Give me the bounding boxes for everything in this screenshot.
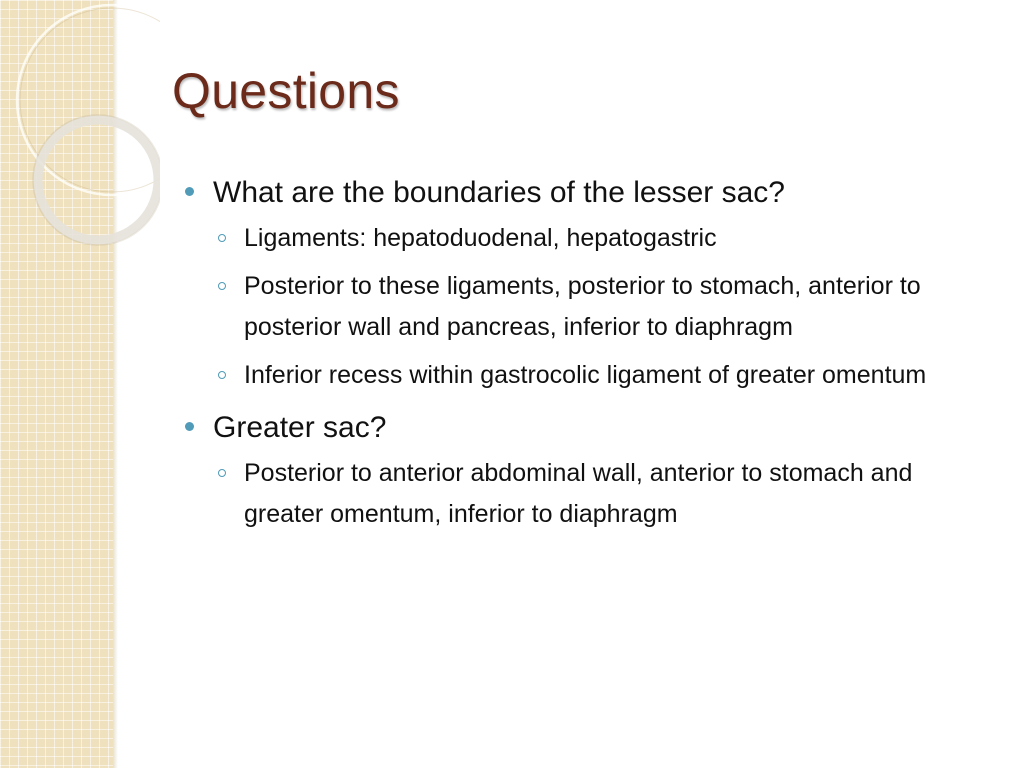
bullet-text: Greater sac? — [213, 411, 387, 444]
sub-bullet-text: Posterior to anterior abdominal wall, anterior to stomach and greater omentum, inferior to diaphragm — [244, 459, 913, 528]
filled-circle-icon — [185, 422, 194, 431]
bullet-item — [182, 403, 992, 535]
sub-bullet-list — [213, 218, 992, 396]
sub-bullet-list — [213, 453, 992, 535]
sub-bullet-item — [213, 355, 992, 396]
slide-title: Questions — [172, 63, 400, 119]
sub-bullet-item — [213, 266, 992, 348]
filled-circle-icon — [185, 187, 194, 196]
sub-bullet-text: Ligaments: hepatoduodenal, hepatogastric — [244, 224, 717, 252]
hollow-circle-icon — [218, 282, 226, 290]
hollow-circle-icon — [218, 234, 226, 242]
bullet-list — [182, 168, 992, 535]
sub-bullet-item — [213, 218, 992, 259]
slide-body — [182, 168, 992, 542]
decorative-rings-graphic — [0, 0, 160, 280]
sub-bullet-text: Inferior recess within gastrocolic ligament of greater omentum — [244, 361, 927, 389]
bullet-text: What are the boundaries of the lesser sac? — [213, 176, 785, 209]
hollow-circle-icon — [218, 469, 226, 477]
sub-bullet-text: Posterior to these ligaments, posterior to stomach, anterior to posterior wall and pancreas, inferior to diaphragm — [244, 272, 921, 341]
sub-bullet-item — [213, 453, 992, 535]
hollow-circle-icon — [218, 371, 226, 379]
bullet-item — [182, 168, 992, 396]
